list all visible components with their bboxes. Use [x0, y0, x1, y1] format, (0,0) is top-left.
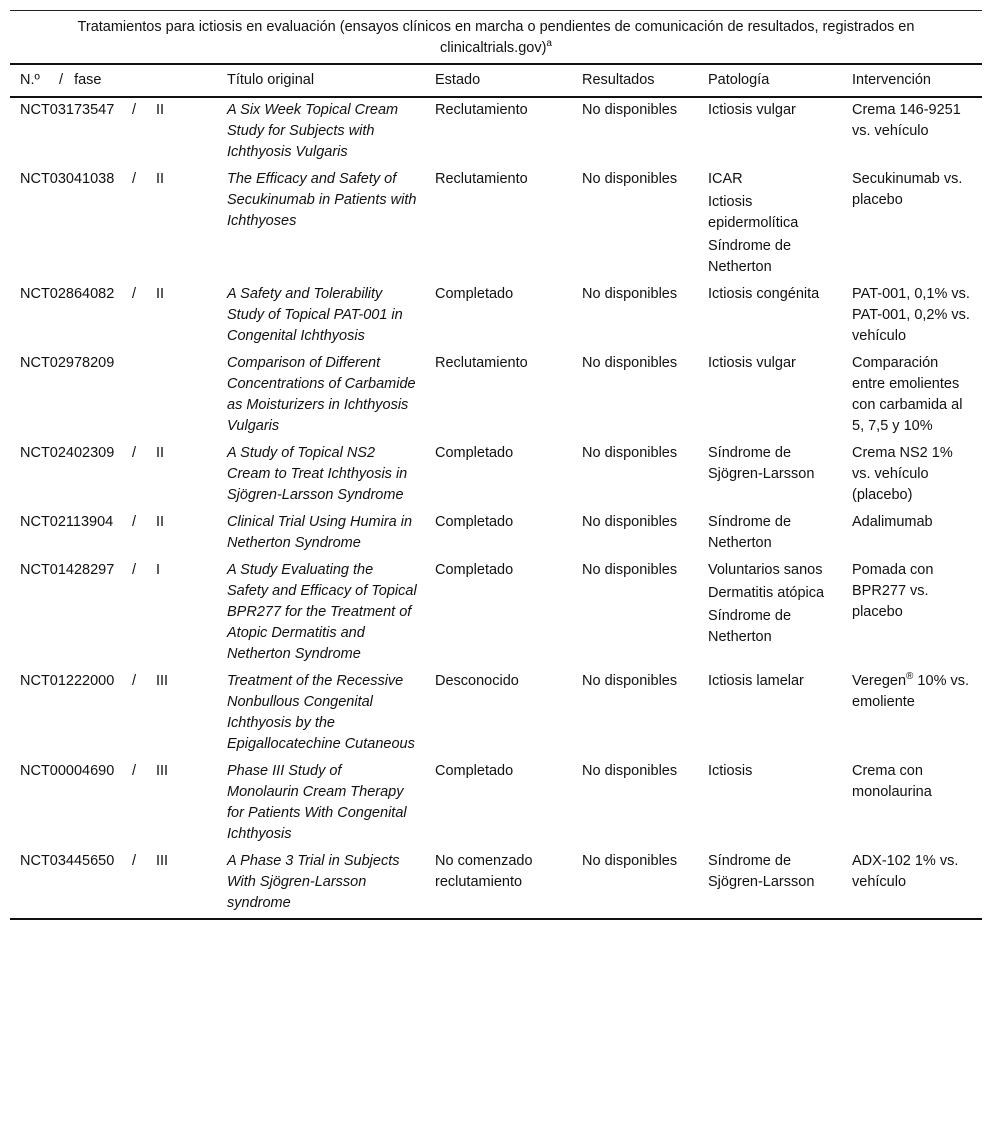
trial-id: NCT01222000 [20, 673, 115, 689]
header-patologia: Patología [708, 72, 770, 88]
pathology-item: Síndrome de Netherton [708, 238, 792, 275]
trial-slash: / [132, 102, 137, 118]
cell-resultados: No disponibles [582, 763, 678, 779]
cell-intervencion [842, 558, 982, 669]
trial-slash: / [132, 286, 137, 302]
intervention-text: Comparación entre emolientes con carbamida al 5, 7,5 y 10% [852, 355, 963, 434]
header-slash: / [59, 72, 64, 88]
table-body [10, 97, 982, 919]
cell-titulo: A Phase 3 Trial in Subjects With Sjögren-Larsson syndrome [227, 853, 400, 911]
trial-id: NCT01428297 [20, 562, 115, 578]
trial-fase: II [156, 445, 165, 461]
table-header [10, 64, 982, 97]
cell-estado: Desconocido [435, 673, 519, 689]
pathology-item: Síndrome de Sjögren-Larsson [708, 445, 815, 482]
trial-id: NCT02864082 [20, 286, 115, 302]
intervention-text: Crema NS2 1% vs. vehículo (placebo) [852, 445, 953, 503]
table-row [10, 97, 982, 167]
cell-id-fase [10, 441, 217, 510]
cell-id-fase [10, 558, 217, 669]
cell-estado: No comenzado reclutamiento [435, 853, 533, 890]
cell-resultados: No disponibles [582, 514, 678, 530]
cell-resultados: No disponibles [582, 355, 678, 371]
trial-slash: / [132, 445, 137, 461]
pathology-item: Ictiosis congénita [708, 286, 820, 302]
caption-text: Tratamientos para ictiosis en evaluación (ensayos clínicos en marcha o pendientes de comunicación de resultados, registrados en clinicaltrials.gov) [77, 19, 915, 56]
cell-titulo: Clinical Trial Using Humira in Netherton Syndrome [227, 514, 413, 551]
pathology-item: Ictiosis vulgar [708, 102, 796, 118]
intervention-text: Pomada con BPR277 vs. placebo [852, 562, 934, 620]
cell-patologia [698, 97, 842, 167]
pathology-item: Ictiosis epidermolítica [708, 194, 799, 231]
trial-slash: / [132, 514, 137, 530]
header-row [10, 64, 982, 97]
table-container [10, 10, 982, 920]
trial-slash: / [132, 853, 137, 869]
cell-resultados: No disponibles [582, 286, 678, 302]
pathology-item: ICAR [708, 171, 743, 187]
trial-slash: / [132, 673, 137, 689]
header-intervencion: Intervención [852, 72, 931, 88]
cell-patologia [698, 510, 842, 558]
pathology-item: Síndrome de Sjögren-Larsson [708, 853, 815, 890]
cell-patologia [698, 669, 842, 759]
cell-patologia [698, 558, 842, 669]
table-row [10, 510, 982, 558]
cell-titulo: Comparison of Different Concentrations of Carbamide as Moisturizers in Ichthyosis Vulgaris [227, 355, 416, 434]
trial-slash: / [132, 562, 137, 578]
cell-intervencion [842, 510, 982, 558]
table-row [10, 759, 982, 849]
cell-titulo: A Study Evaluating the Safety and Efficacy of Topical BPR277 for the Treatment of Atopic Dermatitis and Netherton Syndrome [227, 562, 417, 662]
cell-patologia [698, 759, 842, 849]
intervention-text: Crema 146-9251 vs. vehículo [852, 102, 961, 139]
trial-fase: II [156, 171, 165, 187]
cell-resultados: No disponibles [582, 673, 678, 689]
intervention-text: Secukinumab vs. placebo [852, 171, 963, 208]
pathology-item: Ictiosis lamelar [708, 673, 804, 689]
cell-estado: Reclutamiento [435, 102, 528, 118]
trial-slash: / [132, 763, 137, 779]
cell-titulo: A Study of Topical NS2 Cream to Treat Ichthyosis in Sjögren-Larsson Syndrome [227, 445, 408, 503]
trial-slash: / [132, 171, 137, 187]
cell-estado: Reclutamiento [435, 355, 528, 371]
pathology-item: Ictiosis vulgar [708, 355, 796, 371]
cell-intervencion [842, 441, 982, 510]
cell-patologia [698, 351, 842, 441]
cell-estado: Completado [435, 763, 514, 779]
cell-resultados: No disponibles [582, 171, 678, 187]
cell-resultados: No disponibles [582, 445, 678, 461]
pathology-item: Voluntarios sanos [708, 562, 823, 578]
table-row [10, 558, 982, 669]
cell-resultados: No disponibles [582, 853, 678, 869]
table-row [10, 282, 982, 351]
cell-intervencion [842, 669, 982, 759]
trial-id: NCT03173547 [20, 102, 115, 118]
trial-id: NCT02113904 [20, 514, 114, 530]
cell-titulo: A Safety and Tolerability Study of Topical PAT-001 in Congenital Ichthyosis [227, 286, 403, 344]
caption-footnote-mark: a [546, 38, 552, 49]
trial-fase: II [156, 286, 165, 302]
intervention-text: ADX-102 1% vs. vehículo [852, 853, 959, 890]
cell-patologia [698, 441, 842, 510]
trial-fase: II [156, 102, 165, 118]
table-row [10, 441, 982, 510]
intervention-text: Crema con monolaurina [852, 763, 932, 800]
trials-table [10, 10, 982, 920]
header-resultados: Resultados [582, 72, 655, 88]
trial-id: NCT02402309 [20, 445, 115, 461]
cell-id-fase [10, 351, 217, 441]
cell-intervencion [842, 97, 982, 167]
cell-titulo: A Six Week Topical Cream Study for Subjects with Ichthyosis Vulgaris [227, 102, 399, 160]
cell-id-fase [10, 849, 217, 919]
header-estado: Estado [435, 72, 481, 88]
cell-patologia [698, 282, 842, 351]
cell-id-fase [10, 97, 217, 167]
header-titulo: Título original [227, 72, 315, 88]
cell-id-fase [10, 759, 217, 849]
cell-titulo: Phase III Study of Monolaurin Cream Therapy for Patients With Congenital Ichthyosis [227, 763, 407, 842]
cell-intervencion [842, 282, 982, 351]
intervention-text-rest: 10% vs. emoliente [852, 673, 970, 710]
cell-id-fase [10, 669, 217, 759]
table-row [10, 351, 982, 441]
intervention-text: Veregen [852, 673, 907, 689]
cell-id-fase [10, 510, 217, 558]
cell-intervencion [842, 849, 982, 919]
cell-titulo: The Efficacy and Safety of Secukinumab in Patients with Ichthyoses [227, 171, 417, 229]
pathology-item: Ictiosis [708, 763, 753, 779]
header-num-fase [10, 64, 217, 97]
trial-fase: I [156, 562, 161, 578]
intervention-text: Adalimumab [852, 514, 933, 530]
pathology-item: Dermatitis atópica [708, 585, 825, 601]
cell-estado: Completado [435, 445, 514, 461]
trial-fase: II [156, 514, 165, 530]
cell-intervencion [842, 351, 982, 441]
trial-fase: III [156, 853, 169, 869]
cell-estado: Completado [435, 514, 514, 530]
cell-estado: Reclutamiento [435, 171, 528, 187]
table-row [10, 167, 982, 282]
intervention-text: PAT-001, 0,1% vs. PAT-001, 0,2% vs. vehículo [852, 286, 970, 344]
cell-id-fase [10, 282, 217, 351]
trial-id: NCT03041038 [20, 171, 115, 187]
trial-fase: III [156, 673, 169, 689]
trial-id: NCT02978209 [20, 355, 115, 371]
cell-resultados: No disponibles [582, 102, 678, 118]
cell-resultados: No disponibles [582, 562, 678, 578]
trial-id: NCT03445650 [20, 853, 115, 869]
cell-patologia [698, 849, 842, 919]
table-row [10, 669, 982, 759]
cell-intervencion [842, 759, 982, 849]
cell-intervencion [842, 167, 982, 282]
cell-patologia [698, 167, 842, 282]
pathology-item: Síndrome de Netherton [708, 608, 792, 645]
cell-estado: Completado [435, 562, 514, 578]
header-num: N.º [20, 72, 40, 88]
trial-fase: III [156, 763, 169, 779]
header-fase: fase [74, 72, 102, 88]
table-caption [10, 10, 982, 63]
cell-titulo: Treatment of the Recessive Nonbullous Congenital Ichthyosis by the Epigallocatechine Cutaneous [227, 673, 415, 752]
cell-estado: Completado [435, 286, 514, 302]
trial-id: NCT00004690 [20, 763, 115, 779]
table-row [10, 849, 982, 919]
pathology-item: Síndrome de Netherton [708, 514, 792, 551]
registered-mark: ® [906, 671, 914, 682]
cell-id-fase [10, 167, 217, 282]
